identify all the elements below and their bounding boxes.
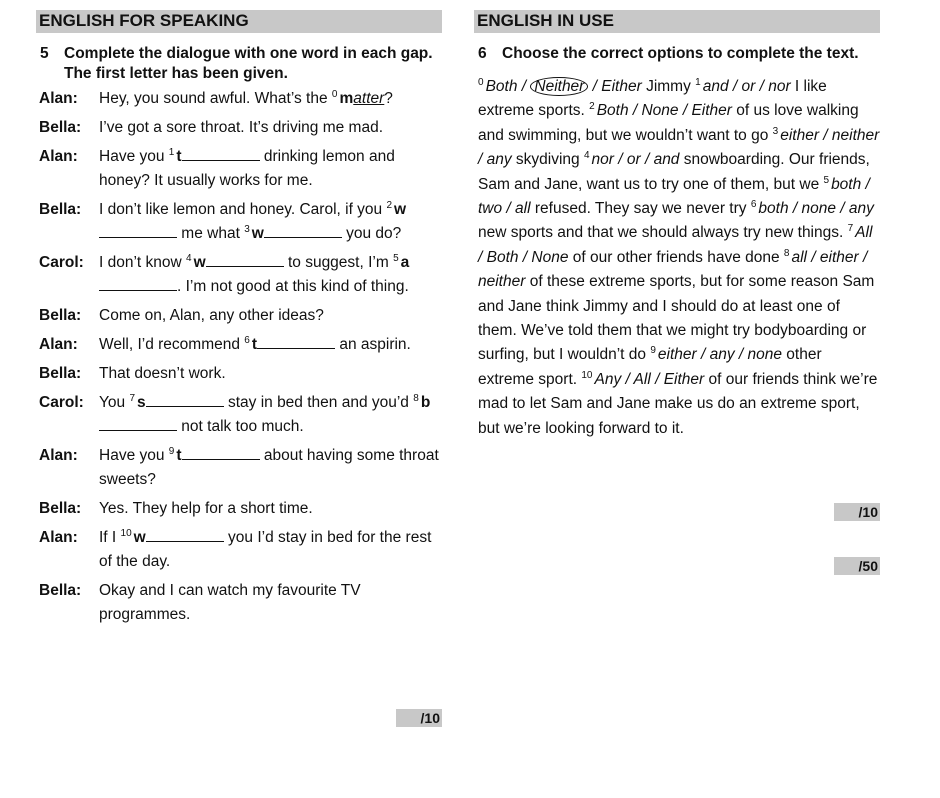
speaker-name: Alan: bbox=[39, 336, 78, 353]
gap-number: 6 bbox=[244, 335, 250, 346]
speaker-name: Alan: bbox=[39, 447, 78, 464]
text: skydiving bbox=[511, 151, 584, 169]
text: of our friends think we’re mad to let Sam and Jane make us do an extreme sport, but we’re looking forward to it. bbox=[478, 370, 878, 437]
gap-number: 8 bbox=[413, 393, 419, 404]
first-letter: t bbox=[176, 447, 182, 464]
score-box-total: /50 bbox=[834, 557, 880, 575]
speaker-name: Carol: bbox=[39, 254, 84, 271]
gap-number: 0 bbox=[331, 89, 338, 100]
options-text: either / any / none bbox=[657, 346, 782, 364]
exercise-6-text bbox=[474, 75, 880, 441]
gap-number: 6 bbox=[750, 199, 757, 211]
speech-text bbox=[99, 362, 442, 386]
text: of our other friends have done bbox=[568, 248, 784, 266]
section-header-in-use: ENGLISH IN USE bbox=[474, 10, 880, 33]
speaker-name: Alan: bbox=[39, 148, 78, 165]
speech-text bbox=[99, 87, 442, 111]
text: snowboarding. Our friends, Sam and Jane, want us to try one of them, but we bbox=[478, 151, 870, 193]
answer-gap[interactable] bbox=[99, 415, 177, 431]
options-text: and / or / nor bbox=[702, 78, 791, 95]
speech-text bbox=[99, 116, 442, 140]
gap-number: 3 bbox=[244, 224, 250, 235]
text: I don’t like lemon and honey. Carol, if you bbox=[99, 201, 387, 218]
gap-number: 7 bbox=[129, 393, 136, 404]
text: Come on, Alan, any other ideas? bbox=[99, 307, 324, 324]
english-for-speaking-section bbox=[36, 10, 442, 627]
text: You bbox=[99, 394, 130, 411]
gap-number: 2 bbox=[589, 101, 595, 113]
speaker-name: Alan: bbox=[39, 529, 78, 546]
speech-text bbox=[99, 251, 442, 299]
dialogue-line bbox=[36, 87, 442, 111]
dialogue-line bbox=[36, 251, 442, 299]
dialogue-line bbox=[36, 333, 442, 357]
gap-number: 4 bbox=[186, 253, 192, 264]
dialogue-line bbox=[36, 362, 442, 386]
answer-gap[interactable] bbox=[206, 251, 284, 267]
answer-gap[interactable] bbox=[146, 391, 224, 407]
first-letter: a bbox=[400, 254, 410, 271]
first-letter: b bbox=[420, 394, 431, 411]
circled-example-answer: Neither bbox=[530, 77, 588, 96]
dialogue-line bbox=[36, 198, 442, 246]
options-text: both / two / all bbox=[478, 175, 870, 218]
text: Jimmy bbox=[641, 78, 696, 95]
gap-number: 0 bbox=[478, 77, 484, 88]
first-letter: w bbox=[133, 529, 146, 546]
example-answer: atter bbox=[353, 90, 385, 107]
instruction-text: Complete the dialogue with one word in each gap. The first letter has been given. bbox=[64, 45, 433, 82]
options-text: all / either / neither bbox=[478, 248, 868, 291]
text: you I’d stay in bed for the rest of the day. bbox=[99, 529, 432, 570]
dialogue-line bbox=[36, 391, 442, 439]
text: of us love walking and swimming, but we wouldn’t want to go bbox=[478, 102, 859, 144]
gap-number: 7 bbox=[847, 223, 854, 235]
options-text: Both / bbox=[485, 78, 531, 95]
first-letter: t bbox=[176, 148, 182, 165]
score-box-exercise-6: /10 bbox=[834, 503, 880, 521]
options-text: nor / or / and bbox=[591, 151, 680, 169]
options-text: Any / All / Either bbox=[594, 370, 705, 388]
speaker-name: Bella: bbox=[39, 307, 82, 324]
answer-gap[interactable] bbox=[182, 444, 260, 460]
exercise-5-instruction bbox=[36, 44, 442, 84]
gap-number: 3 bbox=[772, 125, 779, 137]
dialogue-line bbox=[36, 526, 442, 574]
answer-gap[interactable] bbox=[257, 333, 335, 349]
text: Hey, you sound awful. What’s the bbox=[99, 90, 332, 107]
text: Have you bbox=[99, 447, 169, 464]
exercise-6-instruction bbox=[474, 44, 880, 64]
speaker-name: Bella: bbox=[39, 119, 82, 136]
text: Have you bbox=[99, 148, 169, 165]
instruction-text: Choose the correct options to complete the text. bbox=[502, 45, 859, 62]
gap-number: 4 bbox=[583, 150, 590, 162]
first-letter: m bbox=[339, 90, 354, 107]
gap-number: 5 bbox=[393, 253, 399, 264]
options-text: Both / None / Either bbox=[596, 102, 732, 120]
text: drinking lemon and honey? It usually works for me. bbox=[99, 148, 395, 189]
gap-number: 9 bbox=[650, 345, 656, 357]
text: me what bbox=[177, 225, 245, 242]
speech-text bbox=[99, 391, 442, 439]
first-letter: w bbox=[394, 201, 407, 218]
text: new sports and that we should always try new things. bbox=[478, 224, 848, 242]
text: an aspirin. bbox=[335, 336, 411, 353]
text: Well, I’d recommend bbox=[99, 336, 245, 353]
text: not talk too much. bbox=[177, 418, 304, 435]
section-header-speaking: ENGLISH FOR SPEAKING bbox=[36, 10, 442, 33]
dialogue-line bbox=[36, 145, 442, 193]
first-letter: w bbox=[251, 225, 264, 242]
speech-text bbox=[99, 444, 442, 492]
dialogue-line bbox=[36, 579, 442, 627]
text: I like extreme sports. bbox=[478, 78, 827, 120]
gap-number: 8 bbox=[783, 247, 790, 259]
text: I don’t know bbox=[99, 254, 187, 271]
gap-number: 1 bbox=[695, 77, 701, 88]
first-letter: t bbox=[251, 336, 258, 353]
speaker-name: Bella: bbox=[39, 582, 82, 599]
text: . I’m not good at this kind of thing. bbox=[177, 278, 409, 295]
answer-gap[interactable] bbox=[99, 275, 177, 291]
answer-gap[interactable] bbox=[146, 526, 224, 542]
text: That doesn’t work. bbox=[99, 365, 226, 382]
gap-number: 10 bbox=[581, 369, 593, 381]
dialogue bbox=[36, 87, 442, 627]
answer-gap[interactable] bbox=[99, 222, 177, 238]
text: I’ve got a sore throat. It’s driving me mad. bbox=[99, 119, 384, 136]
dialogue-line bbox=[36, 444, 442, 492]
gap-number: 5 bbox=[823, 174, 830, 186]
speech-text bbox=[99, 579, 442, 627]
speech-text bbox=[99, 497, 442, 521]
first-letter: s bbox=[137, 394, 146, 411]
first-letter: w bbox=[193, 254, 206, 271]
gap-number: 10 bbox=[120, 528, 132, 539]
english-in-use-section bbox=[474, 10, 880, 441]
speech-text bbox=[99, 304, 442, 328]
exercise-number: 5 bbox=[40, 45, 49, 62]
text: other extreme sport. bbox=[478, 346, 822, 388]
exercise-number: 6 bbox=[478, 45, 487, 62]
gap-number: 9 bbox=[168, 446, 175, 457]
speaker-name: Alan: bbox=[39, 90, 78, 107]
options-text: All / Both / None bbox=[478, 224, 873, 266]
speech-text bbox=[99, 526, 442, 574]
answer-gap[interactable] bbox=[182, 145, 260, 161]
score-box-exercise-5: /10 bbox=[396, 709, 442, 727]
text: stay in bed then and you’d bbox=[223, 394, 414, 411]
options-text: either / neither / any bbox=[478, 126, 880, 169]
dialogue-line bbox=[36, 304, 442, 328]
text: If I bbox=[99, 529, 121, 546]
speaker-name: Bella: bbox=[39, 365, 82, 382]
text: Okay and I can watch my favourite TV programmes. bbox=[99, 582, 361, 623]
speaker-name: Bella: bbox=[39, 201, 82, 218]
options-text: / Either bbox=[588, 78, 642, 95]
text: ? bbox=[384, 90, 393, 107]
text: refused. They say we never try bbox=[530, 200, 751, 218]
gap-number: 2 bbox=[386, 200, 393, 211]
speech-text bbox=[99, 145, 442, 193]
speech-text bbox=[99, 333, 442, 357]
text: to suggest, I’m bbox=[283, 254, 394, 271]
answer-gap[interactable] bbox=[264, 222, 342, 238]
gap-number: 1 bbox=[168, 147, 175, 158]
text: of these extreme sports, but for some reason Sam and Jane think Jimmy and I should do at least one of them. We’ve told them that we might try bodyboarding or surfing, but I wouldn’t do bbox=[478, 273, 875, 364]
options-text: both / none / any bbox=[758, 200, 874, 218]
dialogue-line bbox=[36, 497, 442, 521]
dialogue-line bbox=[36, 116, 442, 140]
speech-text bbox=[99, 198, 442, 246]
speaker-name: Carol: bbox=[39, 394, 84, 411]
text: you do? bbox=[341, 225, 402, 242]
speaker-name: Bella: bbox=[39, 500, 82, 517]
text: about having some throat sweets? bbox=[99, 447, 439, 488]
text: Yes. They help for a short time. bbox=[99, 500, 313, 517]
